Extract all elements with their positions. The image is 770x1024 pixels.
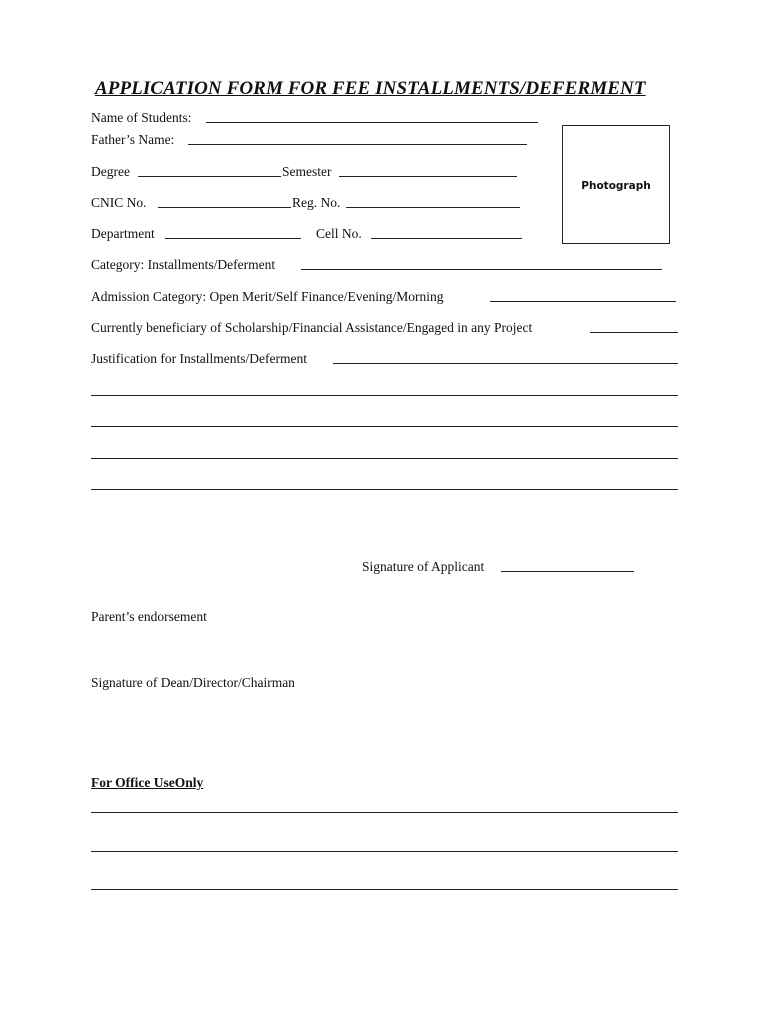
signature-dean-label: Signature of Dean/Director/Chairman (91, 675, 295, 690)
semester-field[interactable] (339, 176, 517, 177)
scholarship-label: Currently beneficiary of Scholarship/Financial Assistance/Engaged in any Project (91, 320, 533, 335)
parents-endorsement-label: Parent’s endorsement (91, 609, 207, 624)
admission-category-field[interactable] (490, 301, 676, 302)
justification-field[interactable] (333, 363, 678, 364)
office-use-line[interactable] (91, 851, 678, 852)
cnic-label: CNIC No. (91, 195, 147, 210)
name-of-students-label: Name of Students: (91, 110, 192, 125)
fathers-name-field[interactable] (188, 144, 527, 145)
category-field[interactable] (301, 269, 662, 270)
justification-line[interactable] (91, 395, 678, 396)
reg-no-label: Reg. No. (292, 195, 341, 210)
justification-line[interactable] (91, 458, 678, 459)
cell-no-label: Cell No. (316, 226, 362, 241)
signature-applicant-field[interactable] (501, 571, 634, 572)
justification-label: Justification for Installments/Deferment (91, 351, 307, 366)
reg-no-field[interactable] (346, 207, 520, 208)
scholarship-field[interactable] (590, 332, 678, 333)
department-label: Department (91, 226, 155, 241)
degree-field[interactable] (138, 176, 281, 177)
office-use-line[interactable] (91, 889, 678, 890)
department-field[interactable] (165, 238, 301, 239)
justification-line[interactable] (91, 426, 678, 427)
justification-line[interactable] (91, 489, 678, 490)
degree-label: Degree (91, 164, 130, 179)
form-title: APPLICATION FORM FOR FEE INSTALLMENTS/DEFERMENT (95, 78, 646, 99)
signature-applicant-label: Signature of Applicant (362, 559, 485, 574)
semester-label: Semester (282, 164, 332, 179)
office-use-heading: For Office UseOnly (91, 775, 204, 790)
cell-no-field[interactable] (371, 238, 522, 239)
office-use-line[interactable] (91, 812, 678, 813)
category-label: Category: Installments/Deferment (91, 257, 276, 272)
cnic-field[interactable] (158, 207, 291, 208)
photograph-box[interactable] (562, 125, 670, 244)
name-of-students-field[interactable] (206, 122, 538, 123)
photograph-label: Photograph (581, 180, 651, 192)
admission-category-label: Admission Category: Open Merit/Self Finance/Evening/Morning (91, 289, 444, 304)
fathers-name-label: Father’s Name: (91, 132, 175, 147)
